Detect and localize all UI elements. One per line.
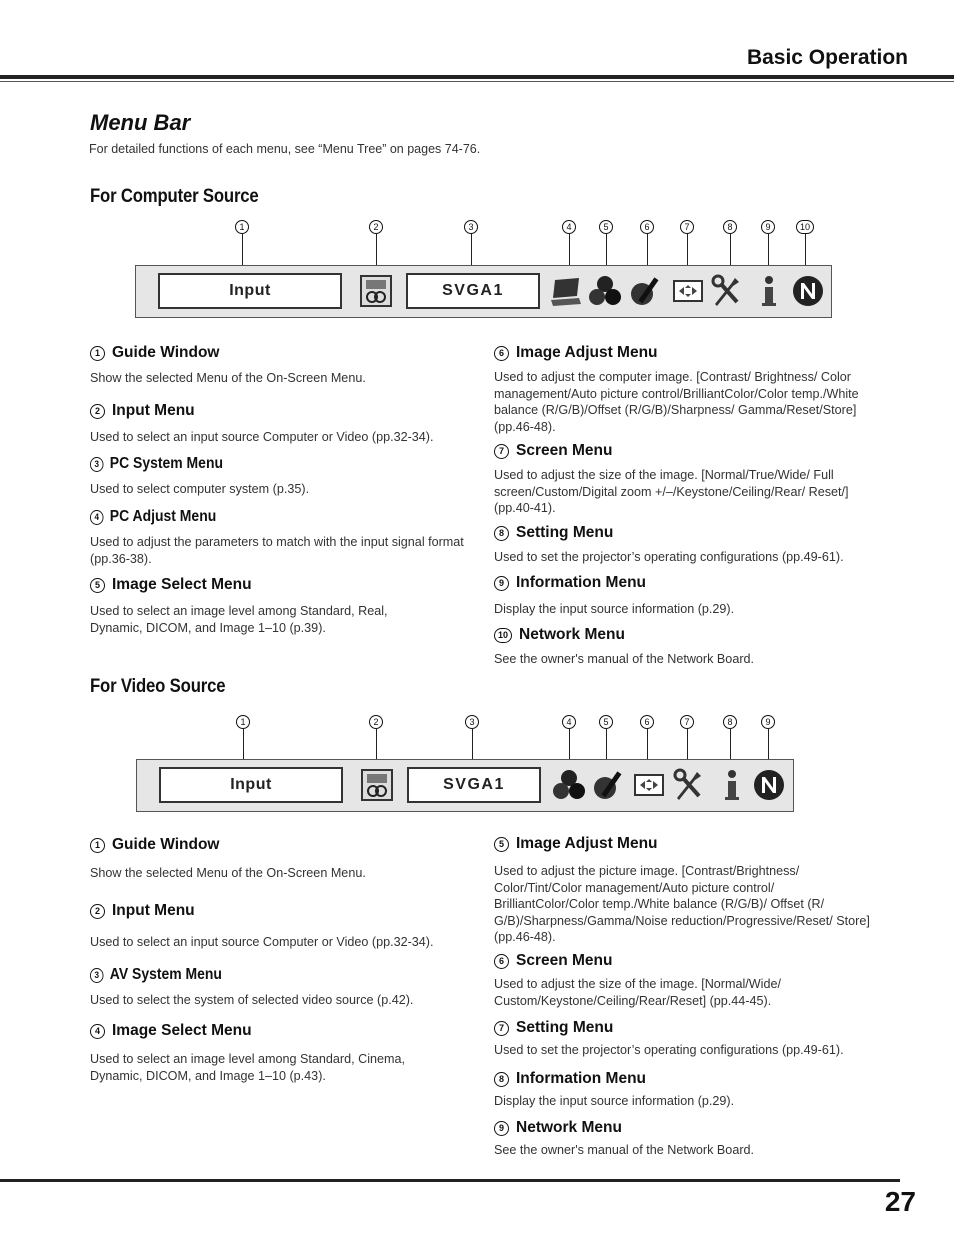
callout-2: 2 <box>366 218 386 234</box>
information-icon[interactable] <box>752 274 786 308</box>
computer-menu-bar <box>135 265 832 318</box>
item-description: Used to adjust the parameters to match with the input signal format (pp.36-38). <box>90 535 464 566</box>
item-description: Used to set the projector’s operating configurations (pp.49-61). <box>494 1043 844 1057</box>
callout-8: 8 <box>720 218 740 234</box>
item-heading: 2 Input Menu <box>90 402 195 420</box>
item-heading: 3 PC System Menu <box>90 455 223 473</box>
callout-7: 7 <box>677 713 697 729</box>
guide-window: Input <box>159 767 343 803</box>
callout-9: 9 <box>758 218 778 234</box>
callout-3: 3 <box>461 218 481 234</box>
item-description: Used to adjust the computer image. [Contrast/ Brightness/ Color management/Auto picture control/BrilliantColor/Color temp./White balance (R/G/B)/Offset (R/G/B)/Sharpness/ Gamma/Reset/Store] (pp.46-48). <box>494 370 859 434</box>
input-menu-icon[interactable] <box>360 768 394 802</box>
pc-adjust-icon[interactable] <box>549 274 583 308</box>
item-heading: 5 Image Adjust Menu <box>494 835 658 853</box>
pc-system-menu[interactable]: SVGA1 <box>406 273 540 309</box>
item-heading: 6 Screen Menu <box>494 952 612 970</box>
callout-3: 3 <box>462 713 482 729</box>
callout-4: 4 <box>559 218 579 234</box>
callout-1: 1 <box>232 218 252 234</box>
intro-text: For detailed functions of each menu, see “Menu Tree” on pages 74-76. <box>89 142 481 156</box>
video-source-heading: For Video Source <box>90 676 226 697</box>
image-select-icon[interactable] <box>588 274 622 308</box>
callout-4: 4 <box>559 713 579 729</box>
section-title: Basic Operation <box>746 46 908 69</box>
callout-5: 5 <box>596 713 616 729</box>
callout-5: 5 <box>596 218 616 234</box>
setting-icon[interactable] <box>671 768 705 802</box>
callout-6: 6 <box>637 713 657 729</box>
item-description: Display the input source information (p.29). <box>494 602 735 616</box>
video-menu-bar <box>136 759 794 812</box>
image-select-icon[interactable] <box>552 768 586 802</box>
item-heading: 8 Information Menu <box>494 1070 646 1088</box>
av-system-menu[interactable]: SVGA1 <box>407 767 541 803</box>
item-description: Used to select an image level among Standard, Cinema, Dynamic, DICOM, and Image 1–10 (p.43). <box>90 1052 406 1083</box>
item-description: Used to select computer system (p.35). <box>90 482 310 496</box>
item-description: Display the input source information (p.29). <box>494 1094 735 1108</box>
item-description: Used to select the system of selected video source (p.42). <box>90 993 414 1007</box>
computer-source-heading: For Computer Source <box>90 186 259 207</box>
item-heading: 10 Network Menu <box>494 626 625 644</box>
item-heading: 4 PC Adjust Menu <box>90 508 216 526</box>
item-description: Used to adjust the size of the image. [Normal/True/Wide/ Full screen/Custom/Digital zoom +/–/Keystone/Ceiling/Rear/ Reset/] (pp.40-41). <box>494 468 849 515</box>
item-heading: 3 AV System Menu <box>90 966 222 984</box>
item-description: Show the selected Menu of the On-Screen Menu. <box>90 866 366 880</box>
item-description: Show the selected Menu of the On-Screen Menu. <box>90 371 366 385</box>
screen-icon[interactable] <box>632 768 666 802</box>
item-description: Used to select an input source Computer or Video (pp.32-34). <box>90 935 434 949</box>
setting-icon[interactable] <box>709 274 743 308</box>
image-adjust-icon[interactable] <box>591 768 625 802</box>
network-icon[interactable] <box>752 768 786 802</box>
item-description: Used to select an input source Computer or Video (pp.32-34). <box>90 430 434 444</box>
item-description: Used to select an image level among Standard, Real, Dynamic, DICOM, and Image 1–10 (p.39). <box>90 604 388 635</box>
callout-1: 1 <box>233 713 253 729</box>
screen-icon[interactable] <box>671 274 705 308</box>
input-menu-icon[interactable] <box>359 274 393 308</box>
footer-rule <box>0 1179 900 1182</box>
callout-2: 2 <box>366 713 386 729</box>
page-title: Menu Bar <box>90 110 191 135</box>
item-heading: 5 Image Select Menu <box>90 576 252 594</box>
callout-6: 6 <box>637 218 657 234</box>
guide-window: Input <box>158 273 342 309</box>
item-heading: 9 Network Menu <box>494 1119 622 1137</box>
item-description: Used to adjust the size of the image. [Normal/Wide/ Custom/Keystone/Ceiling/Rear/Reset] (pp.44-45). <box>494 977 781 1008</box>
item-heading: 6 Image Adjust Menu <box>494 344 658 362</box>
item-heading: 9 Information Menu <box>494 574 646 592</box>
callout-10: 10 <box>795 218 815 234</box>
callout-8: 8 <box>720 713 740 729</box>
item-heading: 1 Guide Window <box>90 344 220 362</box>
item-description: Used to set the projector’s operating configurations (pp.49-61). <box>494 550 844 564</box>
page-number: 27 <box>884 1186 916 1217</box>
information-icon[interactable] <box>715 768 749 802</box>
image-adjust-icon[interactable] <box>628 274 662 308</box>
item-description: See the owner's manual of the Network Board. <box>494 1143 755 1157</box>
callout-7: 7 <box>677 218 697 234</box>
header-rule-thin <box>0 81 954 82</box>
item-heading: 4 Image Select Menu <box>90 1022 252 1040</box>
callout-9: 9 <box>758 713 778 729</box>
item-heading: 1 Guide Window <box>90 836 220 854</box>
header-rule <box>0 75 954 79</box>
network-icon[interactable] <box>791 274 825 308</box>
item-heading: 8 Setting Menu <box>494 524 613 542</box>
item-description: Used to adjust the picture image. [Contrast/Brightness/ Color/Tint/Color management/Auto picture control/ BrilliantColor/Color temp./White balance (R/G/B)/ Offset (R/ G/B)/Sharpness/Gamma/Noise reduction/Progressive/Reset/ Store] (pp.46-48). <box>494 864 870 944</box>
item-heading: 7 Setting Menu <box>494 1019 613 1037</box>
item-heading: 7 Screen Menu <box>494 442 612 460</box>
item-description: See the owner's manual of the Network Board. <box>494 652 755 666</box>
item-heading: 2 Input Menu <box>90 902 195 920</box>
